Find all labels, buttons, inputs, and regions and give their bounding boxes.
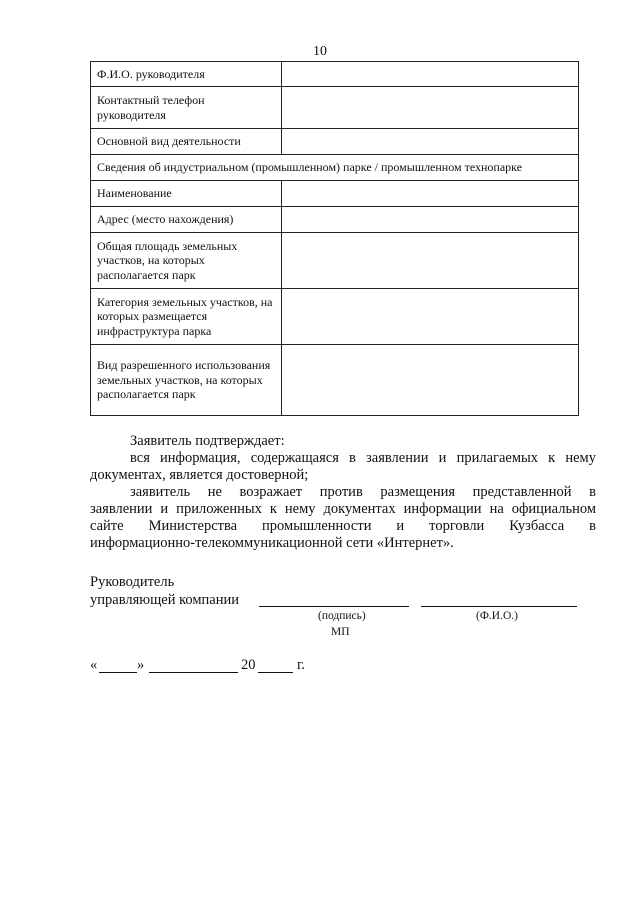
table-row (91, 207, 579, 233)
date-close-quote: » (137, 657, 145, 673)
signature-caption: (подпись) (318, 610, 366, 622)
day-line[interactable] (99, 672, 137, 673)
land-area-field[interactable] (282, 233, 579, 289)
confirmation-para2-line2: заявлении и приложенных к нему документах информации на официальном (90, 501, 596, 517)
confirmation-block (90, 433, 596, 552)
table-row (91, 62, 579, 87)
month-line[interactable] (149, 672, 238, 673)
row-label-main-activity: Основной вид деятельности (91, 129, 282, 155)
year-line[interactable] (258, 672, 293, 673)
signature-role-line2: управляющей компании (90, 592, 240, 608)
confirmation-heading: Заявитель подтверждает: (130, 433, 285, 449)
signature-role-line1: Руководитель (90, 574, 175, 590)
park-address-field[interactable] (282, 207, 579, 233)
confirmation-para2-line3: сайте Министерства промышленности и торговли Кузбасса в (90, 518, 596, 534)
land-category-field[interactable] (282, 289, 579, 345)
name-caption: (Ф.И.О.) (476, 610, 518, 622)
date-year-suffix: г. (297, 657, 305, 673)
confirmation-para2-line1: заявитель не возражает против размещения представленной в (130, 484, 596, 500)
row-label-director-name: Ф.И.О. руководителя (91, 62, 282, 87)
application-form-table (90, 61, 579, 416)
stamp-label: МП (331, 626, 350, 638)
row-label-land-category: Категория земельных участков, на которых размещается инфраструктура парка (91, 289, 282, 345)
table-row (91, 155, 579, 181)
table-row (91, 87, 579, 129)
section-title-park-info: Сведения об индустриальном (промышленном) парке / промышленном технопарке (91, 155, 579, 181)
row-label-land-area: Общая площадь земельных участков, на которых располагается парк (91, 233, 282, 289)
permitted-use-field[interactable] (282, 345, 579, 416)
confirmation-para2-line4: информационно-телекоммуникационной сети «Интернет». (90, 535, 454, 551)
main-activity-field[interactable] (282, 129, 579, 155)
confirmation-para1-line1: вся информация, содержащаяся в заявлении и прилагаемых к нему (130, 450, 596, 466)
row-label-permitted-use: Вид разрешенного использования земельных участков, на которых располагается парк (91, 345, 282, 416)
signature-line[interactable] (259, 606, 409, 607)
name-line[interactable] (421, 606, 577, 607)
row-label-director-phone: Контактный телефон руководителя (91, 87, 282, 129)
row-label-park-address: Адрес (место нахождения) (91, 207, 282, 233)
director-name-field[interactable] (282, 62, 579, 87)
park-name-field[interactable] (282, 181, 579, 207)
date-open-quote: « (90, 657, 98, 673)
director-phone-field[interactable] (282, 87, 579, 129)
confirmation-para1-line2: документах, является достоверной; (90, 467, 309, 483)
date-century: 20 (241, 657, 256, 673)
table-row (91, 129, 579, 155)
table-row (91, 233, 579, 289)
page-number: 10 (313, 44, 327, 59)
table-row (91, 345, 579, 416)
table-row (91, 289, 579, 345)
table-row (91, 181, 579, 207)
row-label-park-name: Наименование (91, 181, 282, 207)
